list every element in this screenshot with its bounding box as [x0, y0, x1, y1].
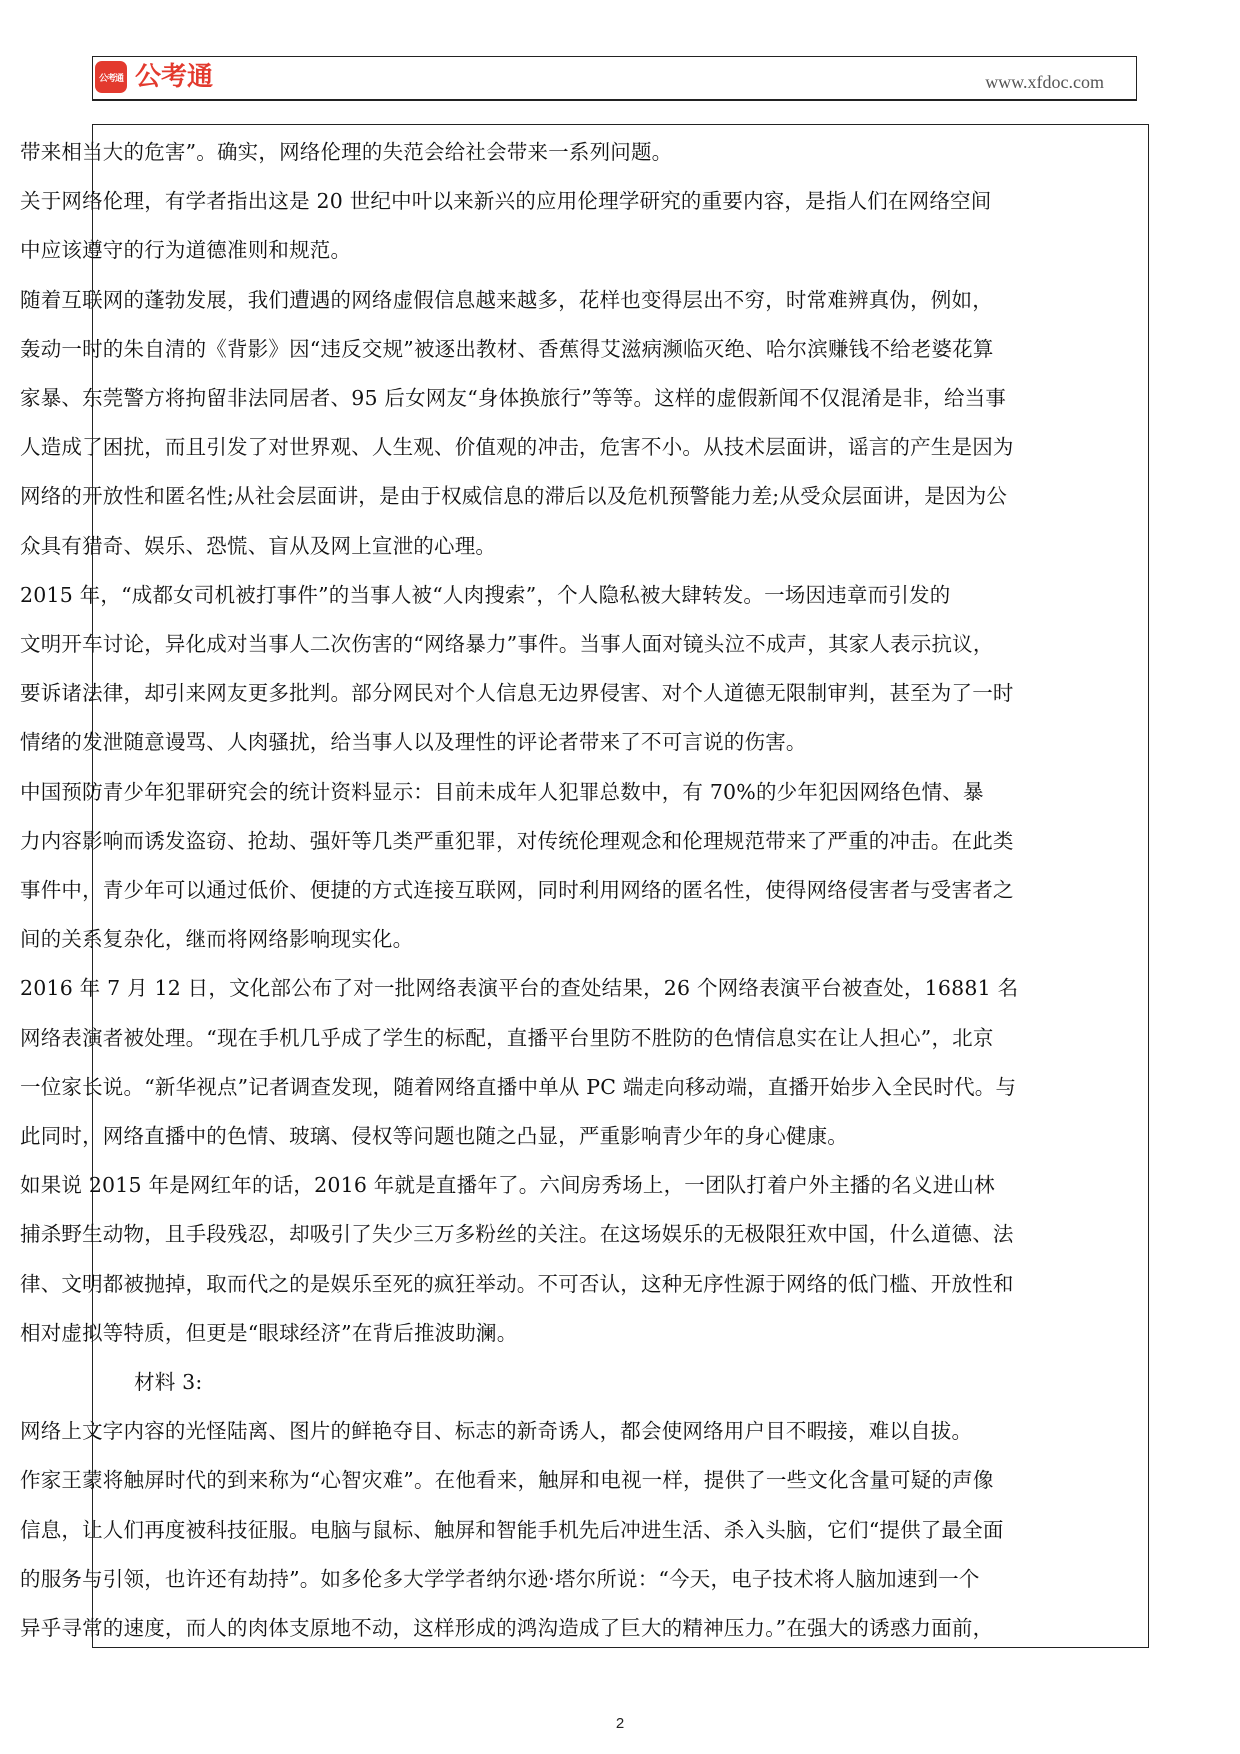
text-line: 力内容影响而诱发盗窃、抢劫、强奸等几类严重犯罪，对传统伦理观念和伦理规范带来了严重的冲击。在此类: [20, 828, 1014, 853]
material-3-label: 材料 3:: [134, 1370, 203, 1395]
text-line: 随着互联网的蓬勃发展，我们遭遇的网络虚假信息越来越多，花样也变得层出不穷，时常难辨真伪，例如，: [20, 287, 993, 312]
text-line: 的服务与引领，也许还有劫持”。如多伦多大学学者纳尔逊·塔尔所说：“今天，电子技术将人脑加速到一个: [20, 1566, 980, 1591]
text-line: 2015 年，“成都女司机被打事件”的当事人被“人肉搜索”，个人隐私被大肆转发。一场因违章而引发的: [20, 582, 951, 607]
body-text: [20, 128, 1100, 1653]
text-line: 情绪的发泄随意谩骂、人肉骚扰，给当事人以及理性的评论者带来了不可言说的伤害。: [20, 730, 807, 755]
text-line: 关于网络伦理，有学者指出这是 20 世纪中叶以来新兴的应用伦理学研究的重要内容，是指人们在网络空间: [20, 189, 992, 214]
page-number: 2: [615, 1715, 625, 1732]
text-line: 捕杀野生动物，且手段残忍，却吸引了失少三万多粉丝的关注。在这场娱乐的无极限狂欢中国，什么道德、法: [20, 1222, 1014, 1247]
text-line: 2016 年 7 月 12 日，文化部公布了对一批网络表演平台的查处结果，26 个网络表演平台被查处，16881 名: [20, 976, 1019, 1001]
text-line: 此同时，网络直播中的色情、玻璃、侵权等问题也随之凸显，严重影响青少年的身心健康。: [20, 1124, 848, 1149]
text-line: 异乎寻常的速度，而人的肉体支原地不动，这样形成的鸿沟造成了巨大的精神压力。”在强大的诱惑力面前，: [20, 1616, 994, 1641]
text-line: 众具有猎奇、娱乐、恐慌、盲从及网上宣泄的心理。: [20, 533, 497, 558]
text-line: 网络上文字内容的光怪陆离、图片的鲜艳夺目、标志的新奇诱人，都会使网络用户目不暇接，难以自拔。: [20, 1419, 973, 1444]
text-line: 间的关系复杂化，继而将网络影响现实化。: [20, 927, 414, 952]
text-line: 轰动一时的朱自清的《背影》因“违反交规”被逐出教材、香蕉得艾滋病濒临灭绝、哈尔滨赚钱不给老婆花算: [20, 336, 994, 361]
text-line: 网络的开放性和匿名性;从社会层面讲，是由于权威信息的滞后以及危机预警能力差;从受众层面讲，是因为公: [20, 484, 1008, 509]
text-line: 律、文明都被抛掉，取而代之的是娱乐至死的疯狂举动。不可否认，这种无序性源于网络的低门槛、开放性和: [20, 1271, 1014, 1296]
text-line: 要诉诸法律，却引来网友更多批判。部分网民对个人信息无边界侵害、对个人道德无限制审判，甚至为了一时: [20, 681, 1014, 706]
text-line: 文明开车讨论，异化成对当事人二次伤害的“网络暴力”事件。当事人面对镜头泣不成声，其家人表示抗议，: [20, 632, 994, 657]
text-line: 中应该遵守的行为道德准则和规范。: [20, 238, 352, 263]
text-line: 事件中，青少年可以通过低价、便捷的方式连接互联网，同时利用网络的匿名性，使得网络侵害者与受害者之: [20, 878, 1014, 903]
text-line: 带来相当大的危害”。确实，网络伦理的失范会给社会带来一系列问题。: [20, 140, 673, 164]
site-url: www.xfdoc.com: [985, 72, 1104, 92]
text-line: 家暴、东莞警方将拘留非法同居者、95 后女网友“身体换旅行”等等。这样的虚假新闻不仅混淆是非，给当事: [20, 386, 1007, 411]
text-line: 中国预防青少年犯罪研究会的统计资料显示：目前未成年人犯罪总数中，有 70%的少年犯因网络色情、暴: [20, 779, 984, 804]
text-line: 如果说 2015 年是网红年的话，2016 年就是直播年了。六间房秀场上，一团队打着户外主播的名义进山林: [20, 1173, 995, 1198]
text-line: 相对虚拟等特质，但更是“眼球经济”在背后推波助澜。: [20, 1320, 518, 1345]
logo-icon: 公考通: [95, 61, 127, 93]
page-header: [92, 56, 1137, 101]
logo-text: 公考通: [135, 62, 214, 92]
text-line: 作家王蒙将触屏时代的到来称为“心智灾难”。在他看来，触屏和电视一样，提供了一些文化含量可疑的声像: [20, 1468, 994, 1493]
text-line: 信息，让人们再度被科技征服。电脑与鼠标、触屏和智能手机先后冲进生活、杀入头脑，它们“提供了最全面: [20, 1517, 1004, 1542]
text-line: 人造成了困扰，而且引发了对世界观、人生观、价值观的冲击，危害不小。从技术层面讲，谣言的产生是因为: [20, 435, 1014, 460]
text-line: 网络表演者被处理。“现在手机几乎成了学生的标配，直播平台里防不胜防的色情信息实在让人担心”，北京: [20, 1025, 994, 1050]
text-line: 一位家长说。“新华视点”记者调查发现，随着网络直播中单从 PC 端走向移动端，直播开始步入全民时代。与: [20, 1074, 1017, 1099]
